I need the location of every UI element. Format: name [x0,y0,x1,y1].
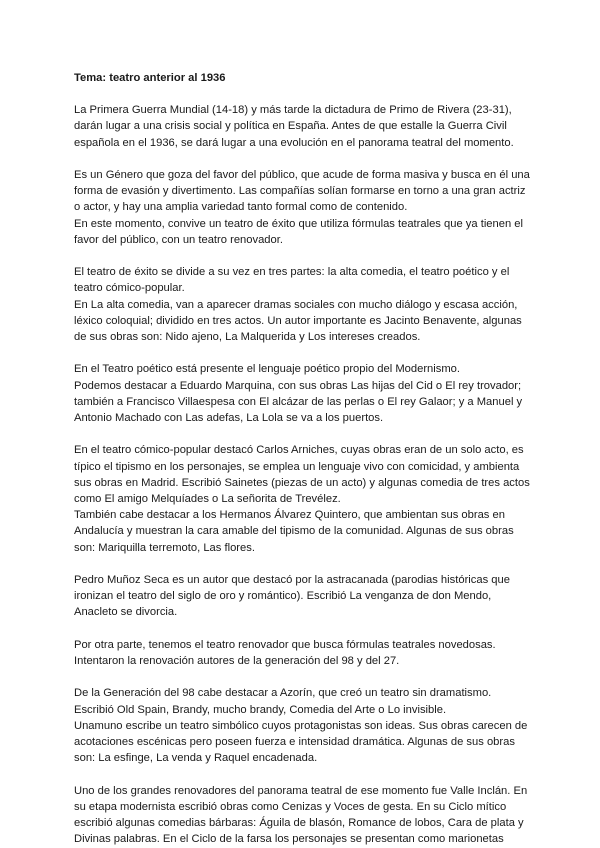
text-line: En el teatro cómico-popular destacó Carlos Arniches, cuyas obras eran de un solo acto, es [74,444,524,457]
text-line: La Primera Guerra Mundial (14-18) y más tarde la dictadura de Primo de Rivera (23-31), [74,104,512,117]
text-line: De la Generación del 98 cabe destacar a Azorín, que creó un teatro sin dramatismo. [74,687,492,700]
text-line: sus obras en Madrid. Escribió Sainetes (piezas de un acto) y algunas comedia de tres actos [74,476,530,489]
text-line: su etapa modernista escribió obras como Cenizas y Voces de gesta. En su Ciclo mítico [74,800,507,813]
paragraph [74,167,530,248]
text-line: darán lugar a una crisis social y política en España. Antes de que estalle la Guerra Civil [74,120,507,133]
paragraph [74,685,530,766]
text-line: como El amigo Melquíades o La señorita de Trevélez. [74,493,341,506]
text-line: Antonio Machado con Las adefas, La Lola se va a los puertos. [74,412,384,425]
text-line: En el Teatro poético está presente el lenguaje poético propio del Modernismo. [74,363,461,376]
text-line: Divinas palabras. En el Ciclo de la farsa los personajes se presentan como marionetas [74,833,504,846]
text-line: forma de evasión y divertimento. Las compañías solían formarse en torno a una gran actriz [74,185,526,198]
text-line: Podemos destacar a Eduardo Marquina, con sus obras Las hijas del Cid o El rey trovador; [74,379,522,392]
paragraph [74,637,530,669]
document-body [74,70,530,848]
text-line: Anacleto se divorcia. [74,606,178,619]
text-line: Por otra parte, tenemos el teatro renovador que busca fórmulas teatrales novedosas. [74,638,496,651]
text-line: Andalucía y muestran la cara amable del tipismo de la comunidad. Algunas de sus obras [74,525,514,538]
text-line: o actor, y hay una amplia variedad tanto formal como de contenido. [74,201,408,214]
paragraph [74,783,530,848]
text-line: Unamuno escribe un teatro simbólico cuyos protagonistas son ideas. Sus obras carecen de [74,719,528,732]
text-line: son: Mariquilla terremoto, Las flores. [74,541,255,554]
text-line: teatro cómico-popular. [74,282,185,295]
paragraph [74,572,530,621]
text-line: Uno de los grandes renovadores del panorama teatral de ese momento fue Valle Inclán. En [74,784,528,797]
text-line: típico el tipismo en los personajes, se emplea un lenguaje vivo con comicidad, y ambienta [74,460,520,473]
text-line: española en el 1936, se dará lugar a una evolución en el panorama teatral del momento. [74,136,514,149]
document-title: Tema: teatro anterior al 1936 [74,72,226,84]
text-line: acotaciones escénicas pero poseen fuerza e intensidad dramática. Algunas de sus obras [74,736,515,749]
text-line: Intentaron la renovación autores de la generación del 98 y del 27. [74,655,400,668]
paragraph [74,442,530,555]
paragraph [74,264,530,345]
text-line: También cabe destacar a los Hermanos Álvarez Quintero, que ambientan sus obras en [74,509,505,522]
text-line: son: La esfinge, La venda y Raquel encadenada. [74,752,318,765]
text-line: En este momento, convive un teatro de éxito que utiliza fórmulas teatrales que ya tienen el [74,217,524,230]
text-line: también a Francisco Villaespesa con El alcázar de las perlas o El rey Galaor; y a Manuel y [74,395,523,408]
text-line: Pedro Muñoz Seca es un autor que destacó por la astracanada (parodias históricas que [74,574,510,587]
text-line: Escribió Old Spain, Brandy, mucho brandy, Comedia del Arte o Lo invisible. [74,703,447,716]
text-line: El teatro de éxito se divide a su vez en tres partes: la alta comedia, el teatro poético y el [74,266,510,279]
text-line: En La alta comedia, van a aparecer dramas sociales con mucho diálogo y escasa acción, [74,298,518,311]
text-line: Es un Género que goza del favor del público, que acude de forma masiva y busca en él una [74,169,530,181]
text-line: de sus obras son: Nido ajeno, La Malquerida y Los intereses creados. [74,331,421,344]
text-line: escribió algunas comedias bárbaras: Águila de blasón, Romance de lobos, Cara de plata y [74,817,524,830]
text-line: ironizan el teatro del siglo de oro y romántico). Escribió La venganza de don Mendo, [74,590,492,603]
text-line: léxico coloquial; dividido en tres actos. Un autor importante es Jacinto Benavente, algunas [74,314,522,327]
paragraph [74,361,530,426]
paragraph-list [74,102,530,847]
text-line: favor del público, con un teatro renovador. [74,233,283,246]
paragraph [74,102,530,151]
